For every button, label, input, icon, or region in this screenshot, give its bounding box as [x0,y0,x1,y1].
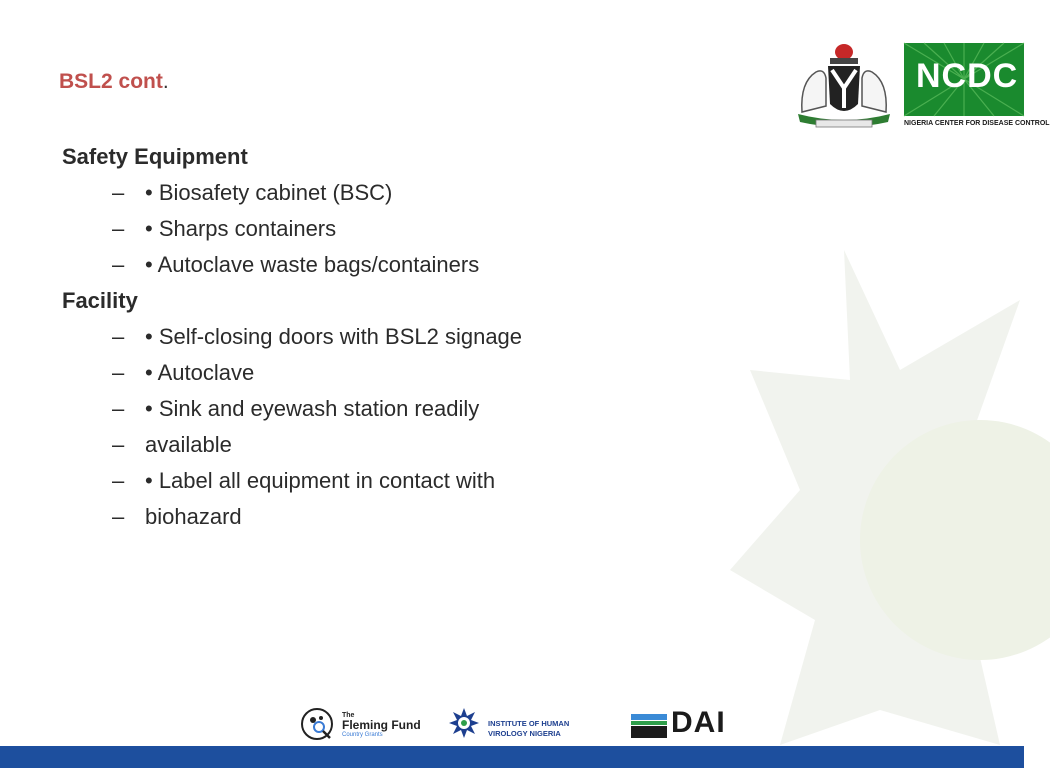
list-item-text: • Label all equipment in contact with [145,468,496,493]
ncdc-logo [904,43,1024,116]
slide-title-text: BSL2 cont [59,70,163,93]
fleming-fund-name: Fleming Fund [342,718,421,732]
section-heading-facility: Facility [62,288,138,313]
footer-bar [0,746,1024,768]
slide-title-suffix: . [162,70,169,93]
ihv-logo-icon [448,707,480,739]
list-item-text: • Autoclave waste bags/containers [145,252,480,277]
list-item [62,322,702,358]
list-item-text: • Self-closing doors with BSL2 signage [145,324,523,349]
coat-of-arms-icon [790,42,898,132]
list-item-text: • Autoclave [145,360,255,385]
fleming-fund-prefix: The [342,712,355,719]
dai-logo-text: DAI [671,706,726,739]
list-item-text: • Biosafety cabinet (BSC) [145,180,393,205]
ihv-line-1: INSTITUTE OF HUMAN [488,719,570,728]
dash-bullet: – [112,180,125,205]
list-item [62,394,702,430]
fleming-fund-sub: Country Grants [342,732,383,738]
ncdc-subtitle: NIGERIA CENTER FOR DISEASE CONTROL [904,120,1050,127]
dai-stripes-icon [631,714,667,738]
list-item-text: available [145,432,232,457]
dash-bullet: – [112,324,125,349]
dash-bullet: – [112,396,125,421]
dash-bullet: – [112,468,125,493]
ncdc-logo-text: NCDC [916,57,1019,95]
list-item [62,358,702,394]
dash-bullet: – [112,504,125,529]
list-item [62,430,702,466]
list-item [62,214,702,250]
background-watermark [720,240,1024,745]
list-item [62,502,702,538]
ihv-line-2: VIROLOGY NIGERIA [488,729,561,738]
slide-title [59,70,169,94]
list-item-text: biohazard [145,504,242,529]
section-heading-safety-equipment: Safety Equipment [62,144,248,169]
fleming-fund-icon [300,707,336,741]
dash-bullet: – [112,360,125,385]
footer-logos [0,704,1024,744]
list-item [62,466,702,502]
list-item [62,178,702,214]
list-item [62,250,702,286]
dash-bullet: – [112,252,125,277]
dash-bullet: – [112,216,125,241]
ihv-logo-text [488,719,569,739]
dash-bullet: – [112,432,125,457]
list-item-text: • Sharps containers [145,216,337,241]
slide-body [62,142,702,538]
list-item-text: • Sink and eyewash station readily [145,396,480,421]
